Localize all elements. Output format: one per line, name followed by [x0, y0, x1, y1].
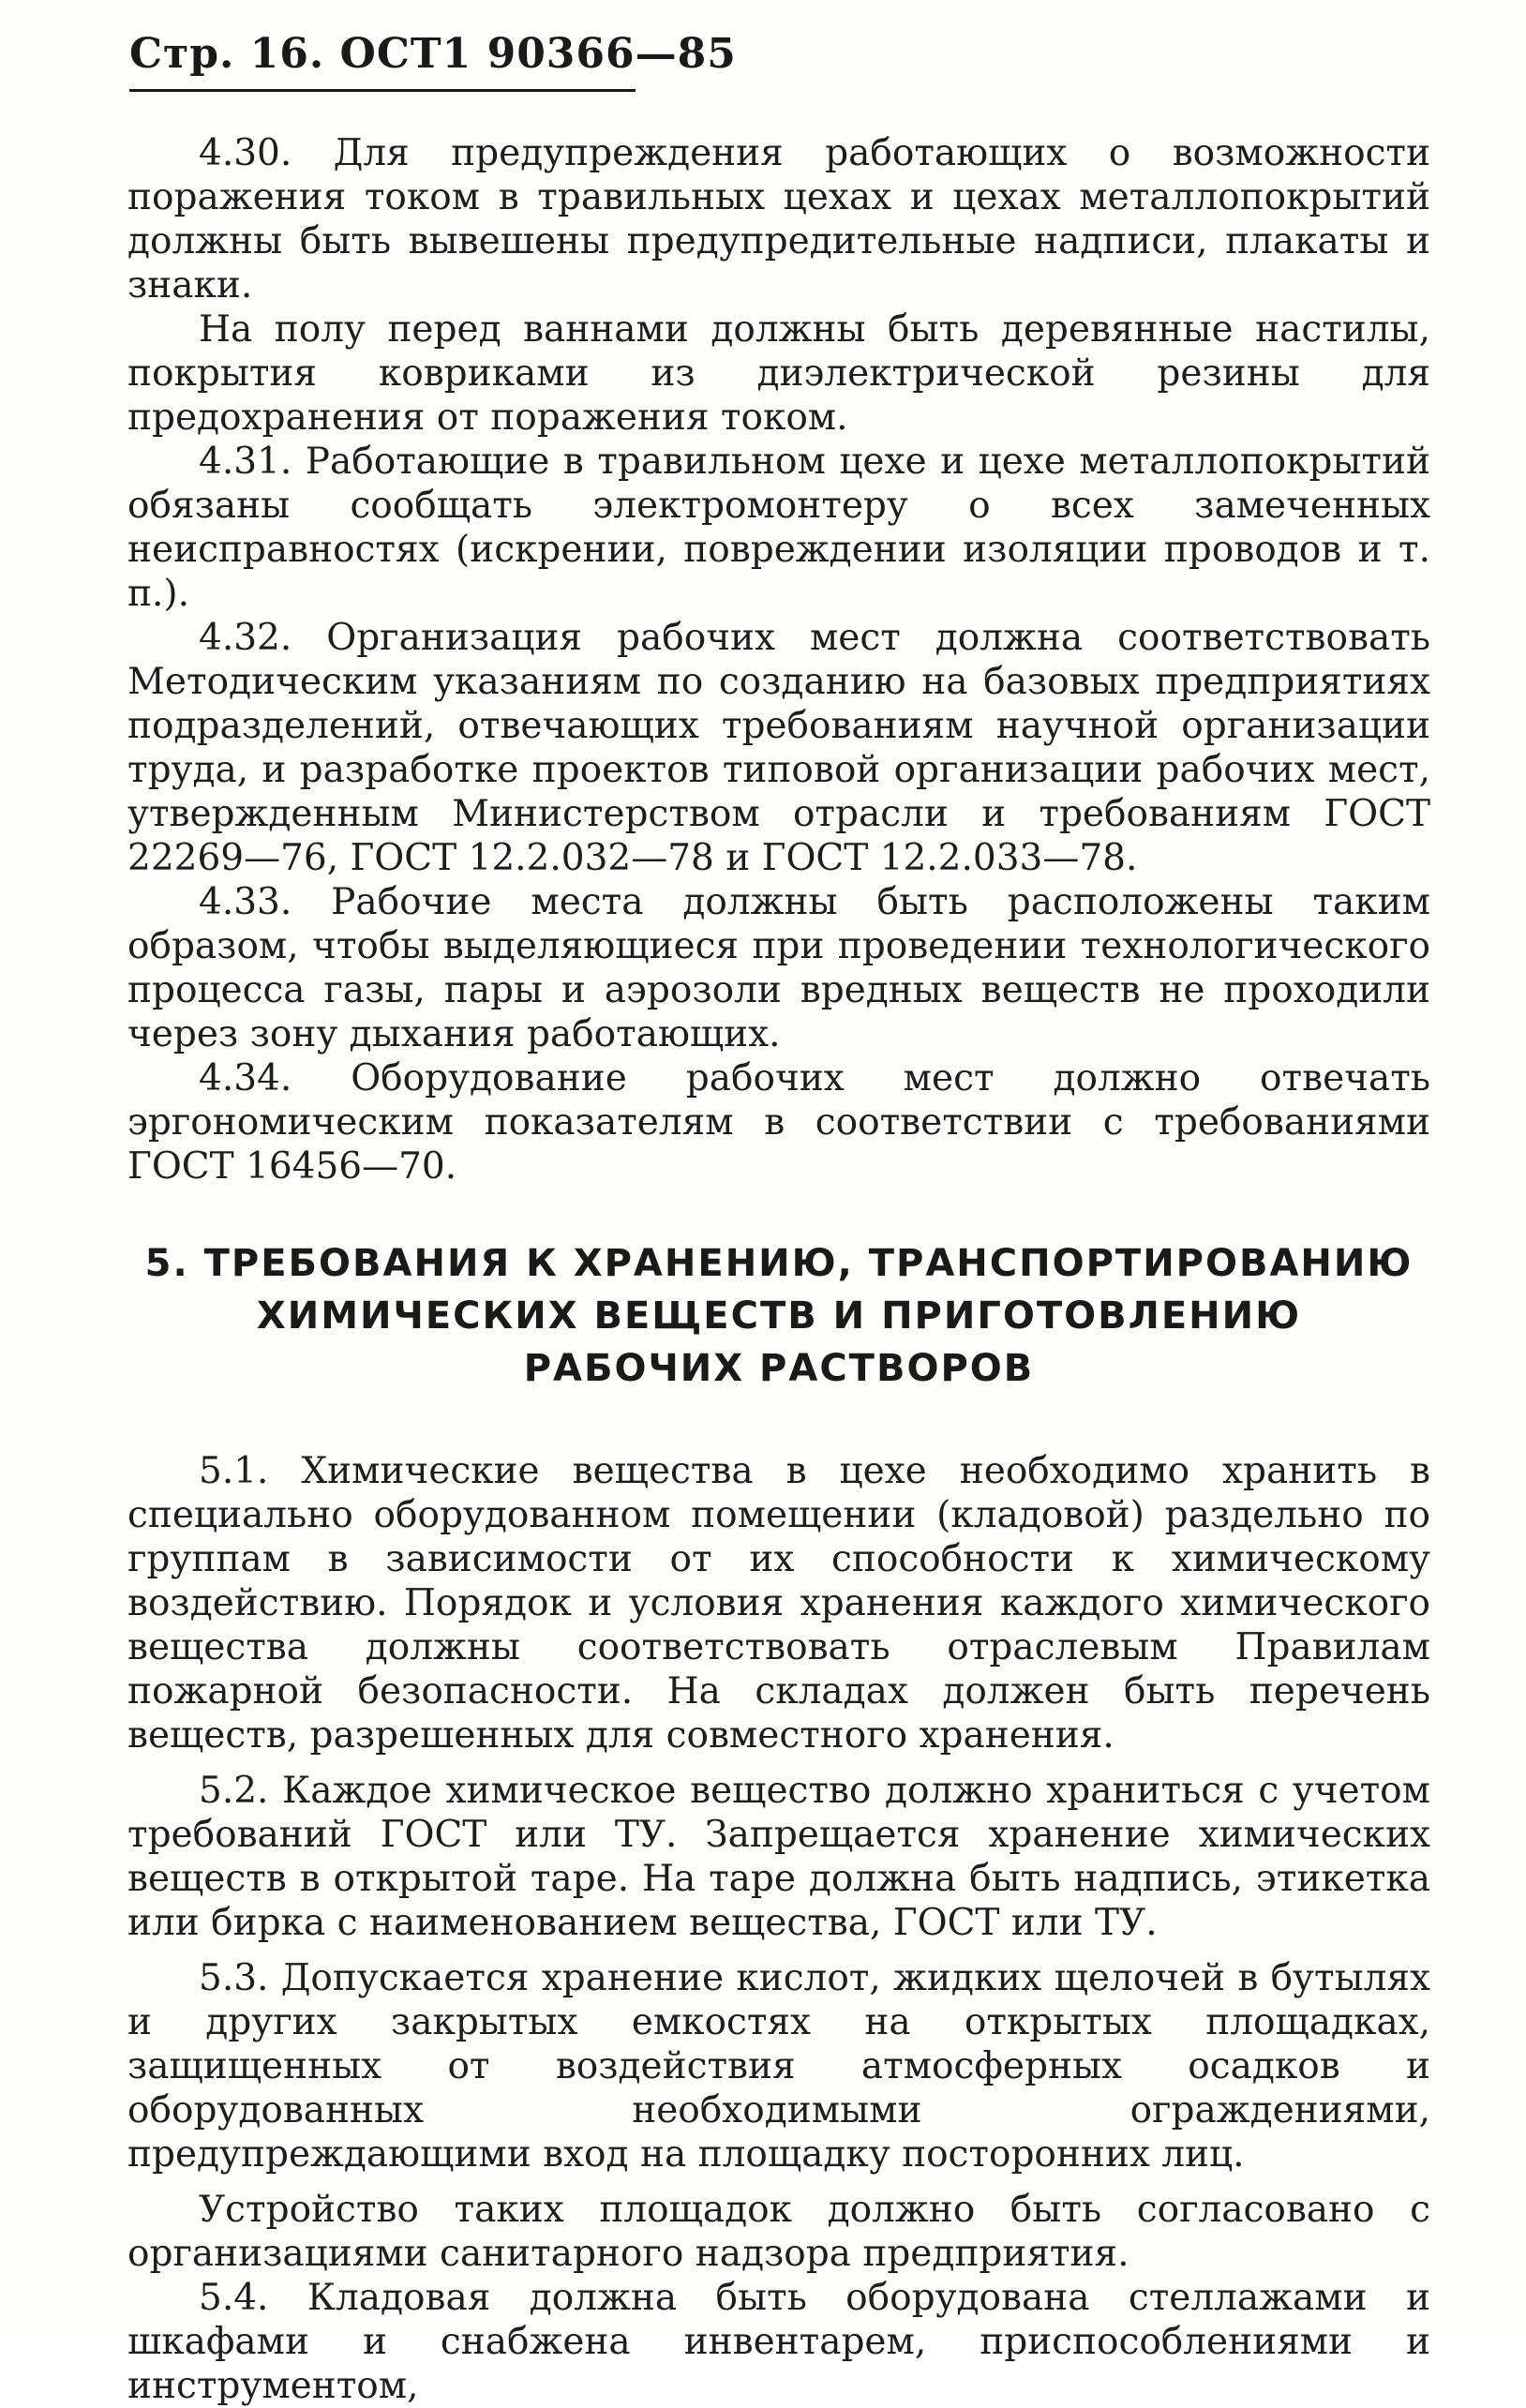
paragraph-4-31: 4.31. Работающие в травильном цехе и цехе металлопокрытий обязаны сообщать электромонтеру о всех замеченных неисправностях (искрении, повреждении изоляции проводов и т. п.).	[127, 441, 1430, 615]
paragraph-4-33: 4.33. Рабочие места должны быть расположены таким образом, чтобы выделяющиеся при проведении технологического процесса газы, пары и аэрозоли вредных веществ не проходили через зону дыхания работающих.	[127, 881, 1430, 1055]
section-heading-line-1: 5. ТРЕБОВАНИЯ К ХРАНЕНИЮ, ТРАНСПОРТИРОВАНИЮ	[144, 1242, 1414, 1285]
paragraph-4-32: 4.32. Организация рабочих мест должна соответствовать Методическим указаниям по созданию на базовых предприятиях подразделений, отвечающих требованиям научной организации труда, и разработке проектов типовой организации рабочих мест, утвержденным Министерством отрасли и требованиям ГОСТ 22269—76, ГОСТ 12.2.032—78 и ГОСТ 12.2.033—78.	[127, 617, 1430, 879]
paragraph-4-30: 4.30. Для предупреждения работающих о возможности поражения током в травильных цехах и цехах металлопокрытий должны быть вывешены предупредительные надписи, плакаты и знаки.	[127, 132, 1430, 307]
spacer	[127, 1757, 1430, 1769]
paragraph-5-2: 5.2. Каждое химическое вещество должно храниться с учетом требований ГОСТ или ТУ. Запрещается хранение химических веществ в открытой таре. На таре должна быть надпись, этикетка или бирка с наименованием вещества, ГОСТ или ТУ.	[127, 1770, 1430, 1944]
section-heading	[127, 1237, 1430, 1395]
spacer	[127, 2176, 1430, 2188]
section-heading-line-2: ХИМИЧЕСКИХ ВЕЩЕСТВ И ПРИГОТОВЛЕНИЮ	[256, 1294, 1302, 1338]
section-heading-line-3: РАБОЧИХ РАСТВОРОВ	[523, 1347, 1035, 1390]
page-header	[129, 30, 737, 92]
page-header-title: Стр. 16. ОСТ1 90366—85	[129, 30, 737, 78]
spacer	[127, 1945, 1430, 1956]
paragraph-4-34: 4.34. Оборудование рабочих мест должно отвечать эргономическим показателям в соответствии с требованиями ГОСТ 16456—70.	[127, 1057, 1430, 1188]
document-body	[127, 131, 1430, 2408]
header-rule	[129, 89, 636, 92]
paragraph-5-4: 5.4. Кладовая должна быть оборудована стеллажами и шкафами и снабжена инвентарем, приспособлениями и инструментом,	[127, 2277, 1430, 2407]
paragraph-5-3: 5.3. Допускается хранение кислот, жидких щелочей в бутылях и других закрытых емкостях на открытых площадках, защищенных от воздействия атмосферных осадков и оборудованных необходимыми ограждениями, предупреждающими вход на площадку посторонних лиц.	[127, 1957, 1430, 2176]
paragraph-4-30-continued: На полу перед ваннами должны быть деревянные настилы, покрытия ковриками из диэлектрической резины для предохранения от поражения током.	[127, 308, 1430, 439]
paragraph-5-3-continued: Устройство таких площадок должно быть согласовано с организациями санитарного надзора предприятия.	[127, 2189, 1430, 2275]
paragraph-5-1: 5.1. Химические вещества в цехе необходимо хранить в специально оборудованном помещении (кладовой) раздельно по группам в зависимости от их способности к химическому воздействию. Порядок и условия хранения каждого химического вещества должны соответствовать отраслевым Правилам пожарной безопасности. На складах должен быть перечень веществ, разрешенных для совместного хранения.	[127, 1450, 1430, 1757]
